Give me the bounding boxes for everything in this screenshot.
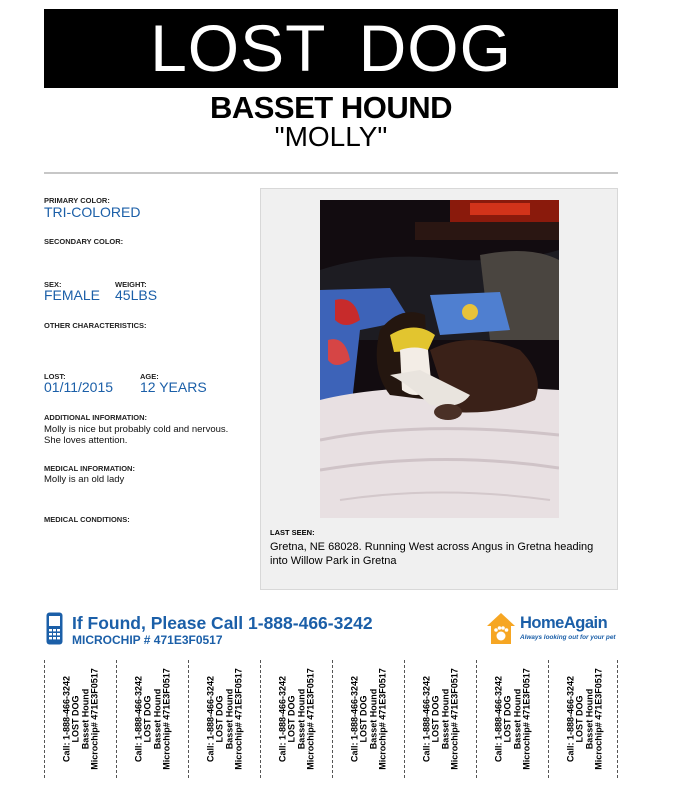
homeagain-logo: HomeAgain (520, 614, 608, 632)
phone-icon (46, 612, 63, 645)
tear-off-tab[interactable] (116, 660, 188, 778)
breed-heading: BASSET HOUND (209, 90, 452, 125)
tear-off-tab[interactable] (548, 660, 618, 778)
age-label: AGE: (140, 372, 159, 381)
additional-info-label: ADDITIONAL INFORMATION: (44, 413, 148, 422)
tab-phone: Call: 1-888-466-3242 (205, 675, 216, 763)
tab-phone: Call: 1-888-466-3242 (349, 675, 360, 763)
tab-microchip: Microchip# 471E3F0517 (593, 668, 604, 770)
tab-microchip: Microchip# 471E3F0517 (233, 668, 244, 770)
tear-off-tab[interactable] (188, 660, 260, 778)
last-seen-label: LAST SEEN: (270, 528, 315, 537)
sex-label: SEX: (44, 280, 62, 289)
primary-color-label: PRIMARY COLOR: (44, 196, 110, 205)
tab-breed: Basset Hound (512, 688, 522, 750)
dog-photo (320, 200, 559, 518)
tab-phone: Call: 1-888-466-3242 (565, 675, 576, 763)
lost-date-value: 01/11/2015 (44, 379, 114, 395)
age-value: 12 YEARS (140, 379, 207, 395)
tear-off-tab[interactable] (476, 660, 548, 778)
house-paw-icon (486, 611, 516, 647)
tab-microchip: Microchip# 471E3F0517 (305, 668, 316, 770)
medical-info-text: Molly is an old lady (44, 474, 125, 485)
found-call-text: If Found, Please Call 1-888-466-3242 (72, 613, 373, 633)
tab-breed: Basset Hound (368, 688, 378, 750)
tab-lost-dog: LOST DOG (70, 695, 81, 743)
tab-breed: Basset Hound (584, 688, 594, 750)
tab-lost-dog: LOST DOG (142, 695, 153, 743)
tab-lost-dog: LOST DOG (358, 695, 369, 743)
photo-panel (260, 188, 618, 590)
tab-phone: Call: 1-888-466-3242 (277, 675, 288, 763)
lost-date-label: LOST: (44, 372, 66, 381)
other-characteristics-label: OTHER CHARACTERISTICS: (44, 321, 147, 330)
sex-value: FEMALE (44, 287, 101, 303)
tear-off-tab[interactable] (260, 660, 332, 778)
tab-microchip: Microchip# 471E3F0517 (521, 668, 532, 770)
tab-phone: Call: 1-888-466-3242 (133, 675, 144, 763)
tear-off-tab[interactable] (332, 660, 404, 778)
tab-phone: Call: 1-888-466-3242 (493, 675, 504, 763)
tab-microchip: Microchip# 471E3F0517 (377, 668, 388, 770)
tab-lost-dog: LOST DOG (502, 695, 513, 743)
tab-lost-dog: LOST DOG (286, 695, 297, 743)
tab-lost-dog: LOST DOG (574, 695, 585, 743)
tab-breed: Basset Hound (440, 688, 450, 750)
microchip-text: MICROCHIP # 471E3F0517 (72, 633, 223, 647)
last-seen-text: Gretna, NE 68028. Running West across Angus in Gretna heading into Willow Park in Gretna (270, 541, 594, 567)
tear-off-tabs (44, 660, 618, 778)
secondary-color-label: SECONDARY COLOR: (44, 237, 124, 246)
tab-breed: Basset Hound (296, 688, 306, 750)
tab-breed: Basset Hound (224, 688, 234, 750)
primary-color-value: TRI-COLORED (44, 204, 141, 220)
tab-phone: Call: 1-888-466-3242 (61, 675, 72, 763)
medical-info-label: MEDICAL INFORMATION: (44, 464, 135, 473)
tab-lost-dog: LOST DOG (214, 695, 225, 743)
tab-lost-dog: LOST DOG (430, 695, 441, 743)
divider (44, 172, 618, 174)
page-title: LOST DOG (150, 11, 512, 85)
tab-phone: Call: 1-888-466-3242 (421, 675, 432, 763)
tear-off-tab[interactable] (44, 660, 116, 778)
logo-tagline: Always looking out for your pet (520, 634, 616, 641)
weight-label: WEIGHT: (115, 280, 147, 289)
medical-conditions-label: MEDICAL CONDITIONS: (44, 515, 130, 524)
tab-microchip: Microchip# 471E3F0517 (89, 668, 100, 770)
additional-info-text: Molly is nice but probably cold and nervous. She loves attention. (44, 424, 229, 446)
weight-value: 45LBS (115, 287, 158, 303)
tab-microchip: Microchip# 471E3F0517 (161, 668, 172, 770)
tab-breed: Basset Hound (152, 688, 162, 750)
tab-microchip: Microchip# 471E3F0517 (449, 668, 460, 770)
dog-name: "MOLLY" (274, 121, 388, 152)
tab-breed: Basset Hound (80, 688, 90, 750)
title-banner (44, 9, 618, 88)
tear-off-tab[interactable] (404, 660, 476, 778)
